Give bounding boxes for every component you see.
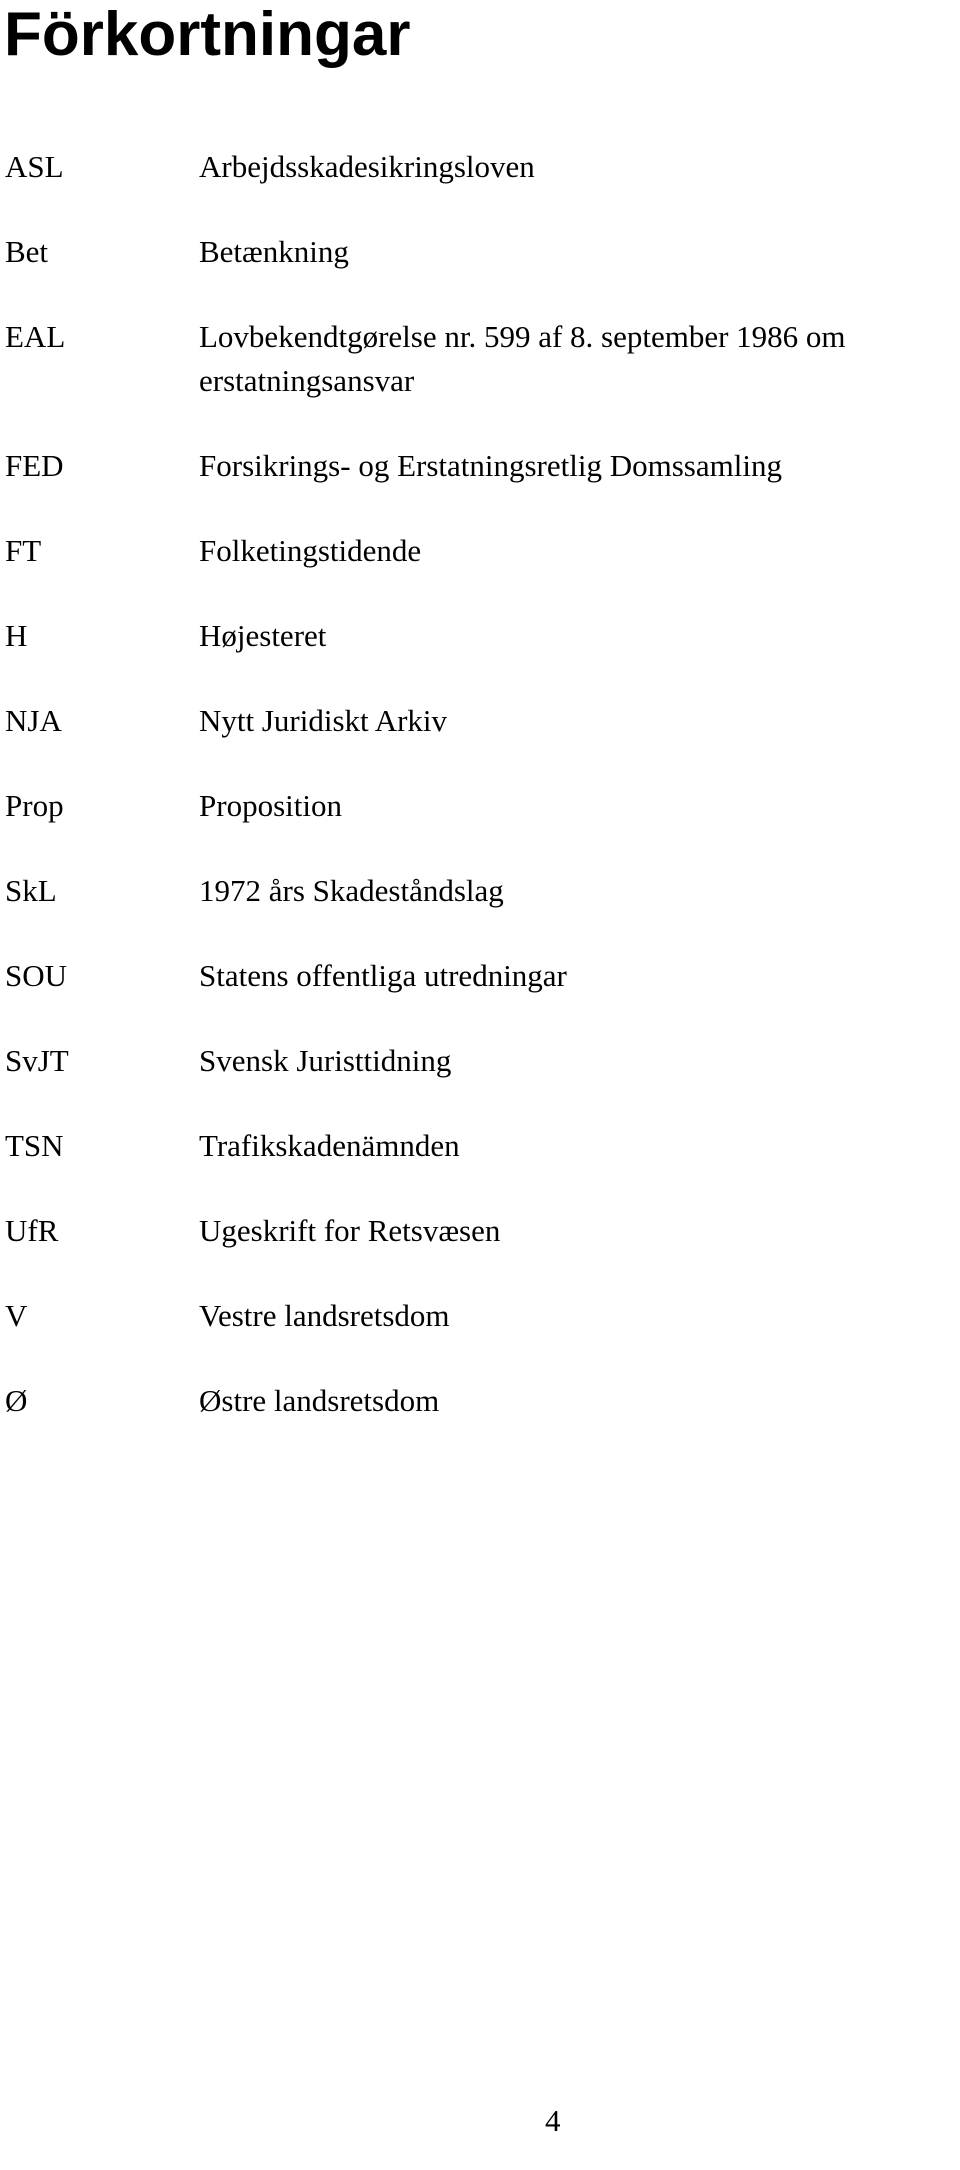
page-number: 4 [545, 2103, 561, 2138]
abbreviation-row [0, 444, 960, 488]
abbreviation-value: Vestre landsretsdom [199, 1298, 450, 1333]
abbreviation-row [0, 529, 960, 573]
abbreviation-row [0, 954, 960, 998]
abbreviation-row [0, 1294, 960, 1338]
abbreviation-key: Bet [5, 234, 49, 269]
abbreviation-key: V [5, 1298, 28, 1333]
abbreviation-row [0, 230, 960, 274]
abbreviation-key: NJA [5, 703, 62, 738]
abbreviation-value: Statens offentliga utredningar [199, 958, 567, 993]
abbreviation-key: ASL [5, 149, 64, 184]
abbreviation-key: Ø [5, 1383, 28, 1418]
abbreviation-value: 1972 års Skadeståndslag [199, 873, 504, 908]
abbreviation-row [0, 1039, 960, 1083]
abbreviation-key: TSN [5, 1128, 64, 1163]
abbreviation-row [0, 699, 960, 743]
abbreviation-key: SkL [5, 873, 57, 908]
abbreviation-row [0, 1209, 960, 1253]
abbreviation-row [0, 1124, 960, 1168]
abbreviation-value: Ugeskrift for Retsvæsen [199, 1213, 501, 1248]
abbreviation-key: H [5, 618, 28, 653]
abbreviation-row [0, 614, 960, 658]
abbreviation-value: Højesteret [199, 618, 327, 653]
page-title: Förkortningar [4, 0, 411, 69]
abbreviation-key: SOU [5, 958, 68, 993]
abbreviation-value: Arbejdsskadesikringsloven [199, 149, 535, 184]
abbreviation-row [0, 869, 960, 913]
abbreviation-key: SvJT [5, 1043, 69, 1078]
abbreviation-list [0, 145, 960, 1464]
abbreviation-key: FT [5, 533, 42, 568]
abbreviation-value: Proposition [199, 788, 342, 823]
abbreviation-key: FED [5, 448, 64, 483]
abbreviation-key: UfR [5, 1213, 59, 1248]
abbreviation-row [0, 784, 960, 828]
abbreviation-row [0, 145, 960, 189]
abbreviation-value: Svensk Juristtidning [199, 1043, 452, 1078]
abbreviation-value: Folketingstidende [199, 533, 422, 568]
abbreviation-row [0, 1379, 960, 1423]
abbreviation-value: Betænkning [199, 234, 349, 269]
abbreviation-value: Trafikskadenämnden [199, 1128, 460, 1163]
abbreviation-value: Forsikrings- og Erstatningsretlig Domssamling [199, 448, 782, 483]
abbreviation-row [0, 315, 960, 403]
abbreviation-key: Prop [5, 788, 64, 823]
abbreviation-value: Østre landsretsdom [199, 1383, 440, 1418]
abbreviation-value: Nytt Juridiskt Arkiv [199, 703, 448, 738]
abbreviation-value: Lovbekendtgørelse nr. 599 af 8. september 1986 om erstatningsansvar [199, 319, 846, 398]
abbreviation-key: EAL [5, 319, 66, 354]
